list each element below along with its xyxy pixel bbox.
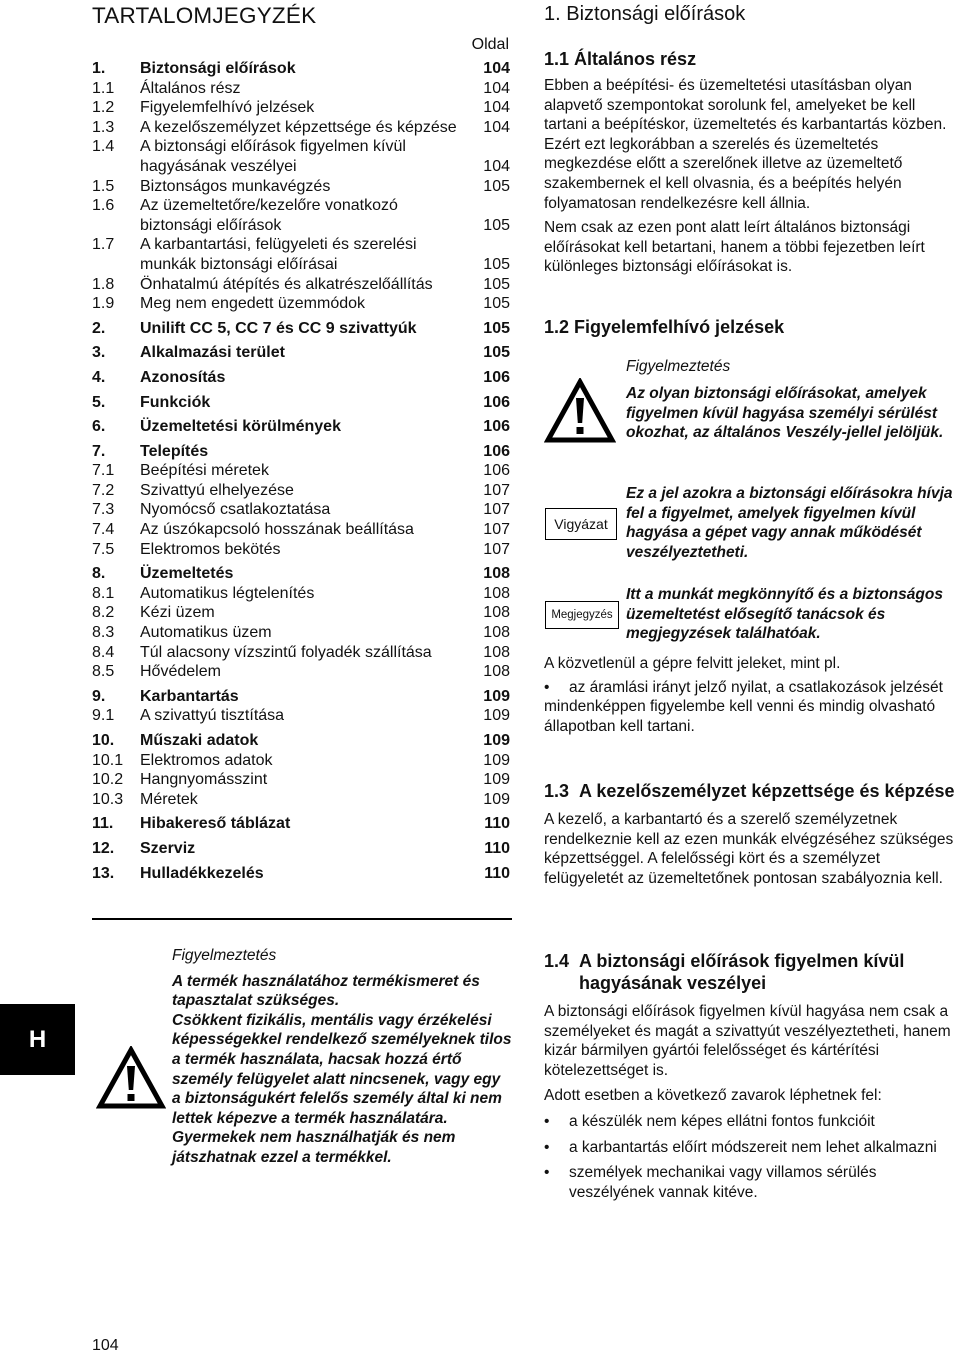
toc-entry-title: Biztonságos munkavégzés [140, 177, 331, 195]
note-text: Itt a munkát megkönnyítő és a biztonságos üzemeltetést elősegítő tanácsok és megjegyzések találhatóak. [626, 586, 943, 643]
toc-entry-title: Üzemeltetés [140, 565, 234, 583]
toc-entry-number: 10.3 [92, 790, 124, 808]
toc-entry-number: 1.8 [92, 275, 115, 293]
section-1-4-number: 1.4 [544, 951, 570, 971]
bullet-icon: • [544, 1112, 550, 1130]
language-tab: H [0, 1004, 75, 1075]
section-1-2-paragraph-2: mindenképpen figyelembe kell venni és mindig olvasható állapotban kell tartani. [544, 698, 936, 735]
toc-entry-title: Méretek [140, 790, 198, 808]
list-item-text: a készülék nem képes ellátni fontos funkcióit [569, 1112, 875, 1130]
list-item [544, 1138, 958, 1158]
toc-entry-title: A karbantartási, felügyeleti és szerelési munkák biztonsági előírásai [140, 236, 417, 273]
toc-entry-number: 13. [92, 864, 115, 882]
caution-text: Ez a jel azokra a biztonsági előírásokra hívja fel a figyelmet, amelyek figyelmen kívül hagyása a gépet vagy annak működését veszélyeztetheti. [626, 485, 953, 561]
toc-entry-number: 1.5 [92, 177, 115, 195]
toc-entry [92, 343, 510, 363]
toc-entry-title: Elektromos bekötés [140, 540, 281, 558]
toc-entry-page: 107 [483, 481, 510, 499]
toc-entry-title: A kezelőszemélyzet képzettsége és képzése [140, 118, 457, 136]
toc-entry [92, 706, 510, 726]
toc-entry-page: 106 [483, 462, 510, 480]
toc-entry-page: 108 [483, 643, 510, 661]
toc-entry-page: 105 [483, 319, 510, 337]
toc-entry-number: 1. [92, 60, 106, 77]
toc-entry-number: 7.3 [92, 501, 115, 519]
toc-entry [92, 118, 510, 138]
section-1-4-paragraph-2: Adott esetben a következő zavarok léphetnek fel: [544, 1087, 882, 1105]
section-1-2-title: 1.2 Figyelemfelhívó jelzések [544, 317, 785, 337]
toc-entry-page: 108 [483, 663, 510, 681]
toc-entry [92, 368, 510, 388]
section-1-4-paragraph-1: A biztonsági előírások figyelmen kívül hagyása nem csak a személyeket és magát a szivattyút veszélyeztetheti, hanem kizár bármilyen gyártói felelősséget és kártérítési kötelezettséget is. [544, 1003, 951, 1079]
toc-entry-page: 106 [483, 368, 510, 386]
divider [92, 918, 512, 920]
toc-entry-number: 6. [92, 418, 106, 436]
toc-entry [92, 442, 510, 462]
section-1-4 [544, 950, 958, 1202]
toc-entry-number: 1.6 [92, 197, 115, 215]
toc-entry-title: Hibakereső táblázat [140, 815, 291, 833]
toc-entry [92, 98, 510, 118]
toc-entry-title: Szerviz [140, 839, 196, 857]
toc-entry [92, 393, 510, 413]
list-item [544, 678, 958, 698]
note-notice [544, 585, 958, 647]
left-warning-text: A termék használatához termékismeret és tapasztalat szükséges. Csökkent fizikális, mentális vagy érzékelési képességekkel rendelkező személyeknek tilos a termék használata, hacsak hozzá értő személy felügyelet alatt nincsenek, vagy egy a biztonságukért felelős személy által ki nem lettek képezve a termék használatára. Gyermekek nem használhatják és nem játszhatnak ezzel a termékkel. [172, 972, 512, 1166]
toc-entry [92, 500, 510, 520]
toc-entry-page: 109 [483, 771, 510, 789]
toc-entry-title: Túl alacsony vízszintű folyadék szállítása [140, 643, 432, 661]
toc-entry-page: 105 [483, 275, 510, 293]
toc-entry-title: Hangnyomásszint [140, 771, 268, 789]
toc-entry [92, 520, 510, 540]
toc-entry [92, 603, 510, 623]
section-1-3-title-text: A kezelőszemélyzet képzettsége és képzése [579, 781, 955, 801]
bullet-icon: • [544, 1164, 550, 1182]
page-number: 104 [92, 1337, 119, 1354]
list-item-text: személyek mechanikai vagy villamos sérülés veszélyének vannak kitéve. [569, 1164, 877, 1201]
toc-entry [92, 814, 510, 834]
toc-entry-title: Telepítés [140, 442, 209, 460]
toc-entry [92, 687, 510, 707]
toc-entry [92, 275, 510, 295]
section-1-1-paragraph-2: Nem csak az ezen pont alatt leírt általános biztonsági előírásokat kell betartani, hanem a többi fejezetben leírt különleges biztonsági előírásokat is. [544, 219, 925, 276]
toc-entry-title: Önhatalmú átépítés és alkatrészelőállítás [140, 275, 433, 293]
toc-entry [92, 79, 510, 99]
note-label: Megjegyzés [545, 601, 619, 629]
toc-entry-page: 110 [484, 839, 510, 857]
toc-entry-number: 9.1 [92, 707, 115, 725]
toc-entry [92, 623, 510, 643]
section-1-1-paragraph-1: Ebben a beépítési- és üzemeltetési utasításban olyan alapvető szempontokat sorolunk fel, amelyeket be kell tartani a beépítéskor, üzemeltetés és karbantartás közben. Ezért ezt legkorábban a szerelés és üzemeltetés megkezdése előtt a szerelőnek illetve az üzemeltető szakembernek el kell olvasnia, és a beépítés helyén folyamatosan rendelkezésre kell állnia. [544, 77, 947, 212]
section-1-4-title [544, 950, 958, 994]
toc-entry [92, 481, 510, 501]
section-1-2-paragraph-1: A közvetlenül a gépre felvitt jeleket, mint pl. [544, 655, 841, 672]
warning-triangle-icon [96, 1046, 166, 1110]
toc-entry-page: 106 [483, 442, 510, 460]
toc-entry-number: 1.2 [92, 99, 115, 117]
toc-entry-number: 8.4 [92, 643, 115, 661]
toc-entry-number: 12. [92, 839, 115, 857]
toc-entry-title: Karbantartás [140, 687, 239, 705]
toc-entry-number: 4. [92, 368, 106, 386]
toc-entry [92, 864, 510, 884]
toc-entry-title: Nyomócső csatlakoztatása [140, 501, 331, 519]
toc-entry-title: Kézi üzem [140, 604, 215, 622]
left-warning-heading: Figyelmeztetés [172, 947, 277, 964]
toc-entry-page: 106 [483, 393, 510, 411]
toc-entry-page: 105 [483, 295, 510, 313]
toc-entry [92, 540, 510, 560]
toc-entry-page: 104 [483, 60, 510, 77]
toc-entry [92, 196, 510, 235]
toc-entry-page: 104 [483, 118, 510, 136]
left-warning [172, 946, 512, 1168]
list-item-text: a karbantartás előírt módszereit nem lehet alkalmazni [569, 1138, 937, 1156]
list-item [544, 1163, 958, 1202]
toc-entry-title: Szivattyú elhelyezése [140, 481, 294, 499]
warning-notice [544, 358, 958, 458]
toc-entry [92, 662, 510, 682]
toc-entry-title: A biztonsági előírások figyelmen kívül hagyásának veszélyei [140, 138, 406, 175]
toc-entry-page: 110 [484, 815, 510, 833]
toc-entry-page: 109 [483, 751, 510, 769]
toc-entry-number: 7.2 [92, 481, 115, 499]
toc-entry-number: 9. [92, 687, 106, 705]
toc-entry [92, 731, 510, 751]
toc-entry-number: 1.4 [92, 138, 115, 156]
toc-entry-title: Beépítési méretek [140, 462, 269, 480]
toc-entry-page: 109 [483, 790, 510, 808]
section-1-2-body [544, 654, 958, 736]
toc-entry-number: 8. [92, 565, 106, 583]
toc-entry [92, 235, 510, 274]
toc-entry-page: 107 [483, 540, 510, 558]
toc-entry [92, 564, 510, 584]
toc-entry-title: Unilift CC 5, CC 7 és CC 9 szivattyúk [140, 319, 417, 337]
toc-entry-number: 8.5 [92, 663, 115, 681]
toc-entry-page: 105 [483, 177, 510, 195]
toc-entry-page: 108 [483, 624, 510, 642]
toc-entry-number: 10.1 [92, 751, 124, 769]
toc-entry-number: 11. [92, 815, 114, 833]
toc-entry-page: 104 [483, 79, 510, 97]
toc-entry [92, 294, 510, 314]
toc-entry-number: 2. [92, 319, 106, 337]
toc-entry [92, 461, 510, 481]
toc-entry-number: 10. [92, 732, 115, 749]
toc-entry-title: Műszaki adatok [140, 732, 259, 749]
toc-entry-number: 1.9 [92, 295, 115, 313]
toc-entry-page: 105 [483, 344, 510, 362]
toc-entry [92, 839, 510, 859]
toc-entry-title: Az üzemeltetőre/kezelőre vonatkozó biztonsági előírások [140, 197, 398, 234]
toc-entry-title: Automatikus légtelenítés [140, 584, 315, 602]
toc-entry [92, 770, 510, 790]
toc-entry-title: Az úszókapcsoló hosszának beállítása [140, 521, 414, 539]
section-1-3 [544, 780, 958, 888]
toc-entry-title: Azonosítás [140, 368, 226, 386]
toc-entry [92, 137, 510, 176]
toc-entry-title: Elektromos adatok [140, 751, 273, 769]
toc-entry-title: Meg nem engedett üzemmódok [140, 295, 366, 313]
warning-text: Az olyan biztonsági előírásokat, amelyek figyelmen kívül hagyása személyi sérülést okozhat, az általános Veszély-jellel jelöljük. [626, 385, 944, 442]
toc-title: TARTALOMJEGYZÉK [92, 3, 317, 28]
toc-entry [92, 790, 510, 810]
warning-triangle-icon [544, 378, 616, 444]
toc-entry-page: 105 [483, 216, 510, 234]
caution-label: Vigyázat [545, 508, 617, 540]
toc-entry-title: Figyelemfelhívó jelzések [140, 99, 315, 117]
list-item [544, 1112, 958, 1132]
toc-entry [92, 417, 510, 437]
toc-entry-number: 8.2 [92, 604, 115, 622]
toc-entry-page: 109 [483, 732, 510, 749]
section-1-4-title-text: A biztonsági előírások figyelmen kívül hagyásának veszélyei [579, 951, 905, 993]
toc-entry-number: 5. [92, 393, 106, 411]
toc-entry [92, 584, 510, 604]
toc-entry-page: 105 [483, 255, 510, 273]
toc-entry-page: 108 [483, 604, 510, 622]
toc-entry-number: 7.5 [92, 540, 115, 558]
toc-entry-page: 108 [483, 565, 510, 583]
toc-entry-title: Biztonsági előírások [140, 60, 296, 77]
toc-entry-number: 7.4 [92, 521, 115, 539]
toc-entry-title: Üzemeltetési körülmények [140, 418, 341, 436]
list-item-text: az áramlási irányt jelző nyilat, a csatlakozások jelzését [569, 678, 943, 696]
toc-entry-number: 8.3 [92, 624, 115, 642]
toc-entry-title: Alkalmazási terület [140, 344, 285, 362]
toc-entry-page: 110 [484, 864, 510, 882]
toc-entry [92, 177, 510, 197]
section-1-3-title [544, 780, 958, 802]
toc-entry-page: 107 [483, 521, 510, 539]
section-1-3-number: 1.3 [544, 781, 570, 801]
toc-entry-page: 104 [483, 157, 510, 175]
toc-entry-number: 8.1 [92, 584, 115, 602]
toc-entry-page: 104 [483, 99, 510, 117]
toc-entry [92, 319, 510, 339]
toc-entry-page: 106 [483, 418, 510, 436]
toc-entry-number: 1.3 [92, 118, 115, 136]
caution-notice [544, 484, 958, 564]
warning-heading: Figyelmeztetés [626, 358, 731, 375]
section-1-3-paragraph-1: A kezelő, a karbantartó és a szerelő személyzetnek rendelkeznie kell az ezen munkák elvégzéséhez szükséges képzettséggel. A felelősségi kört és a személyzet felügyeletét az üzemeltetőnek pontosan szabályoznia kell. [544, 811, 954, 887]
bullet-icon: • [544, 678, 550, 696]
toc-entry-page: 109 [483, 707, 510, 725]
toc-entry-page: 107 [483, 501, 510, 519]
section-title: 1. Biztonsági előírások [544, 3, 746, 25]
toc-entry-number: 1.7 [92, 236, 115, 254]
toc-entry [92, 643, 510, 663]
toc-entry-title: Funkciók [140, 393, 211, 411]
toc-entry [92, 751, 510, 771]
bullet-icon: • [544, 1138, 550, 1156]
section-1-1 [544, 48, 958, 277]
toc-entry-number: 10.2 [92, 771, 124, 789]
toc-entry-title: Automatikus üzem [140, 624, 272, 642]
toc-entry-title: Általános rész [140, 79, 241, 97]
toc-entry-number: 3. [92, 344, 106, 362]
section-1-1-title: 1.1 Általános rész [544, 49, 697, 69]
toc-entry-number: 1.1 [92, 79, 115, 97]
toc-list [92, 59, 510, 883]
toc-page-header: Oldal [471, 36, 509, 53]
toc-entry-title: Hővédelem [140, 663, 221, 681]
toc-entry-page: 108 [483, 584, 510, 602]
toc-entry [92, 59, 510, 79]
toc-entry-page: 109 [483, 687, 510, 705]
toc-entry-title: A szivattyú tisztítása [140, 707, 285, 725]
toc-entry-title: Hulladékkezelés [140, 864, 264, 882]
toc-entry-number: 7. [92, 442, 106, 460]
toc-entry-number: 7.1 [92, 462, 115, 480]
